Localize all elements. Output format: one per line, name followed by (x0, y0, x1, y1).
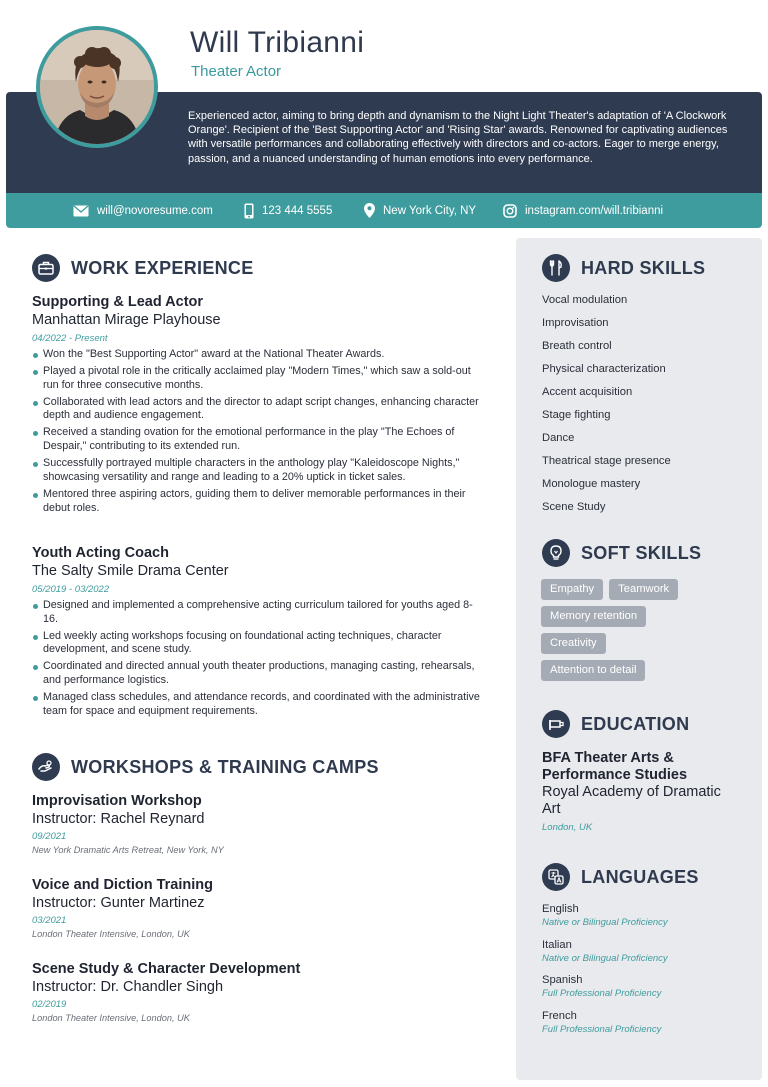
candidate-name: Will Tribianni (190, 26, 365, 59)
summary-text: Experienced actor, aiming to bring depth and dynamism to the Night Light Theater's adaptation of 'A Clockwork Orange'. Recipient of the 'Best Supporting Actor' and 'Rising Star' awards. Renowned for captivating audiences with versatile performances and collaborating effectively with directors and co-actors. Eager to merge energy, passion, and a nuanced understanding of human emotions into every performance. (188, 110, 728, 165)
phone-text: 123 444 5555 (262, 204, 333, 217)
education-entry (542, 750, 742, 833)
education-title: EDUCATION (581, 713, 690, 734)
education-header (542, 710, 689, 738)
workshop-instructor: Instructor: Gunter Martinez (32, 895, 205, 911)
candidate-role: Theater Actor (191, 63, 282, 80)
soft-skills-title: SOFT SKILLS (581, 542, 702, 563)
phone-icon (244, 203, 254, 219)
workshop-date: 03/2021 (32, 915, 67, 926)
contact-instagram[interactable] (503, 193, 663, 228)
workshop-date: 09/2021 (32, 831, 67, 842)
language-level: Full Professional Proficiency (542, 988, 662, 999)
workshop-title: Voice and Diction Training (32, 877, 214, 893)
hard-skill-item: Improvisation (542, 317, 609, 329)
job-bullet: Managed class schedules, and attendance records, and coordinated with the administrative team for space and equipment requirements. (32, 691, 487, 718)
languages-title: LANGUAGES (581, 866, 699, 887)
translate-icon (542, 863, 570, 891)
job-bullet: Collaborated with lead actors and the director to adapt script changes, enhancing character depth and audience engagement. (32, 396, 487, 423)
job-org: Manhattan Mirage Playhouse (32, 312, 221, 328)
job-entry (32, 544, 487, 722)
workshop-instructor: Instructor: Dr. Chandler Singh (32, 979, 224, 995)
job-bullet: Designed and implemented a comprehensive acting curriculum tailored for youths aged 8-16. (32, 599, 487, 626)
language-item (542, 938, 668, 974)
soft-skill-chip: Teamwork (609, 579, 678, 600)
envelope-icon (73, 205, 89, 217)
workshop-entry (32, 876, 487, 940)
education-location: London, UK (542, 822, 593, 833)
job-bullets (32, 599, 487, 719)
hard-skills-list (542, 292, 671, 522)
workshop-location: London Theater Intensive, London, UK (32, 1013, 190, 1023)
language-name: French (542, 1009, 577, 1022)
hard-skill-item: Vocal modulation (542, 294, 628, 306)
job-bullet: Received a standing ovation for the emotional performance in the play "The Echoes of Despair," contributing to its extended run. (32, 426, 487, 453)
language-level: Native or Bilingual Proficiency (542, 952, 668, 964)
handshake-icon (32, 753, 60, 781)
email-text: will@novoresume.com (97, 204, 213, 217)
job-dates: 04/2022 - Present (32, 333, 108, 344)
languages-list (542, 902, 668, 1044)
language-level: Native or Bilingual Proficiency (542, 917, 668, 928)
work-experience-title: WORK EXPERIENCE (71, 257, 254, 278)
language-name: English (542, 903, 579, 915)
workshops-title: WORKSHOPS & TRAINING CAMPS (71, 756, 379, 777)
job-bullet: Coordinated and directed annual youth theater productions, managing casting, rehearsals, and performance logistics. (32, 660, 487, 687)
job-bullet: Successfully portrayed multiple characters in the anthology play "Kaleidoscope Nights," showcasing versatility and range and leading to a 20% uptick in ticket sales. (32, 457, 487, 484)
lightbulb-icon (542, 539, 570, 567)
workshops-header (32, 753, 379, 781)
workshop-title: Scene Study & Character Development (32, 961, 301, 977)
job-title: Youth Acting Coach (32, 545, 169, 561)
hard-skill-item: Accent acquisition (542, 386, 633, 398)
soft-skill-chip: Empathy (541, 579, 603, 600)
contact-email[interactable] (73, 193, 213, 228)
tools-icon (542, 254, 570, 282)
workshop-instructor: Instructor: Rachel Reynard (32, 811, 205, 827)
soft-skills-header (542, 539, 701, 567)
contact-band (6, 193, 762, 228)
hard-skill-item: Stage fighting (542, 409, 611, 421)
briefcase-icon (32, 254, 60, 282)
job-entry (32, 293, 487, 519)
soft-skill-chip: Memory retention (541, 606, 646, 627)
language-name: Italian (542, 938, 572, 951)
hard-skill-item: Scene Study (542, 501, 606, 513)
languages-header (542, 863, 699, 891)
workshop-location: New York Dramatic Arts Retreat, New York, NY (32, 845, 224, 855)
school: Royal Academy of Dramatic Art (542, 784, 721, 817)
language-name: Spanish (542, 974, 583, 986)
job-bullets (32, 348, 487, 515)
hard-skill-item: Breath control (542, 340, 612, 352)
soft-skills-chips (541, 579, 746, 681)
contact-location[interactable] (364, 193, 476, 228)
job-org: The Salty Smile Drama Center (32, 563, 229, 579)
workshop-entry (32, 792, 487, 856)
language-item (542, 973, 668, 1009)
soft-skill-chip: Attention to detail (541, 660, 645, 681)
hard-skills-header (542, 254, 705, 282)
profile-photo (36, 26, 158, 148)
job-bullet: Mentored three aspiring actors, guiding them to deliver memorable performances in their debut roles. (32, 488, 487, 515)
job-bullet: Played a pivotal role in the critically acclaimed play "Modern Times," which saw a sold-out run for three consecutive months. (32, 365, 487, 392)
hard-skill-item: Dance (542, 432, 575, 444)
instagram-text: instagram.com/will.tribianni (525, 204, 664, 217)
language-item (542, 1009, 668, 1045)
job-title: Supporting & Lead Actor (32, 294, 204, 310)
hard-skill-item: Theatrical stage presence (542, 455, 671, 467)
job-bullet: Led weekly acting workshops focusing on foundational acting techniques, character development, and scene study. (32, 630, 487, 657)
hard-skills-title: HARD SKILLS (581, 257, 706, 278)
soft-skill-chip: Creativity (541, 633, 606, 654)
language-item (542, 902, 668, 938)
graduation-icon (542, 710, 570, 738)
hard-skill-item: Physical characterization (542, 363, 666, 375)
language-level: Full Professional Proficiency (542, 1023, 662, 1035)
workshop-date: 02/2019 (32, 999, 67, 1010)
location-pin-icon (364, 203, 375, 218)
workshop-entry (32, 960, 487, 1024)
workshop-location: London Theater Intensive, London, UK (32, 929, 190, 939)
contact-phone[interactable] (244, 193, 332, 228)
degree: BFA Theater Arts & Performance Studies (542, 750, 688, 783)
work-experience-header (32, 254, 254, 282)
job-bullet: Won the "Best Supporting Actor" award at the National Theater Awards. (32, 348, 487, 362)
location-text: New York City, NY (383, 204, 477, 217)
instagram-icon (503, 204, 517, 218)
hard-skill-item: Monologue mastery (542, 478, 641, 490)
workshop-title: Improvisation Workshop (32, 793, 202, 809)
job-dates: 05/2019 - 03/2022 (32, 584, 110, 595)
